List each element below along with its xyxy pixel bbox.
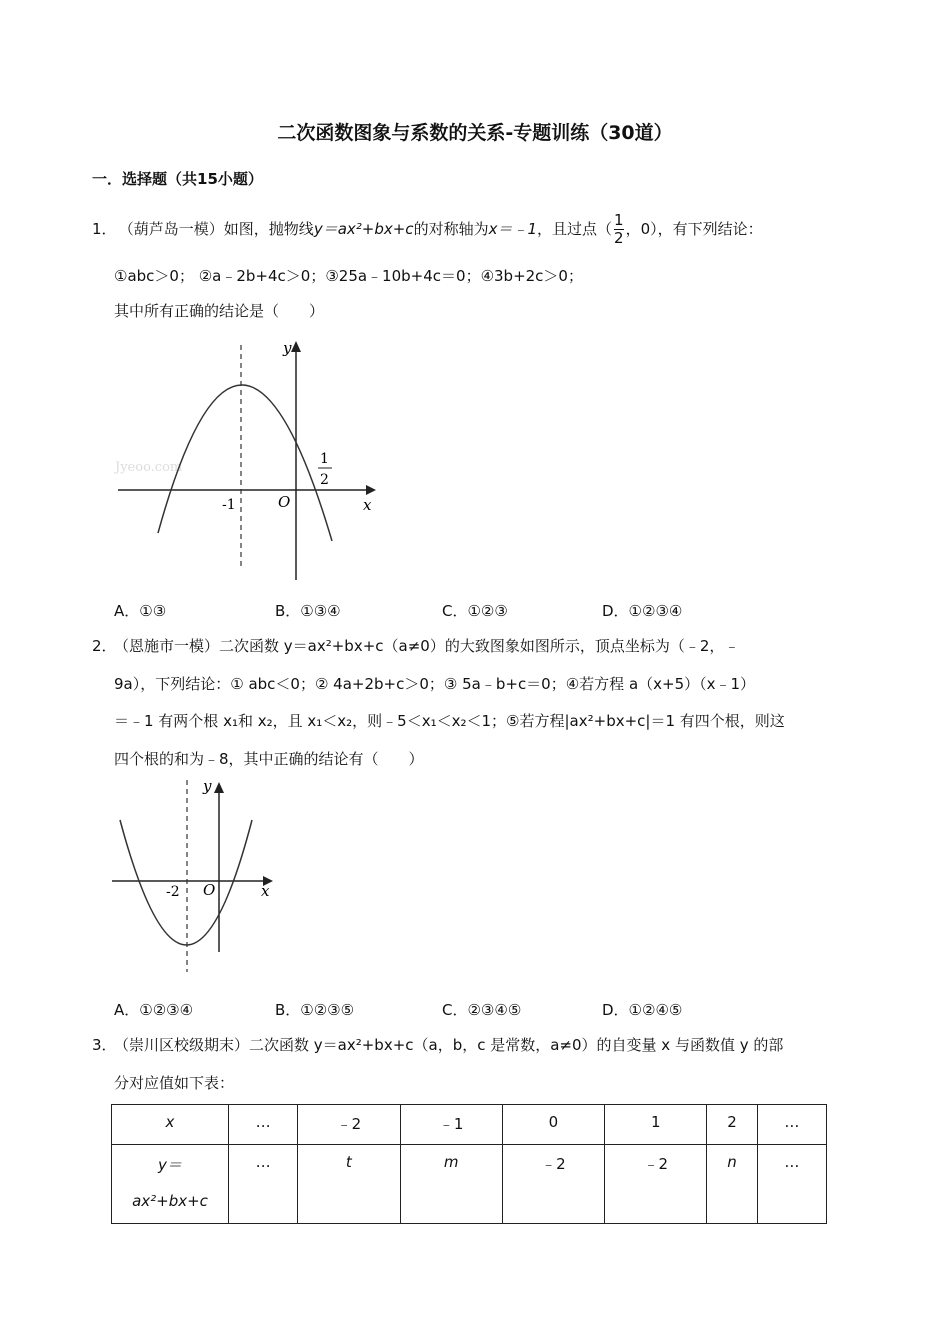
table-cell: n bbox=[707, 1145, 757, 1224]
option-b[interactable]: B．①②③⑤ bbox=[275, 1001, 355, 1019]
question-number: 2． bbox=[92, 637, 117, 655]
stem-text: 如图，抛物线 bbox=[223, 220, 314, 238]
question-source: （葫芦岛一模） bbox=[118, 220, 224, 238]
stem-text: （恩施市一模）二次函数 y＝ax²+bx+c（a≠0）的大致图象如图所示，顶点坐标为（﹣2，﹣ bbox=[114, 637, 740, 655]
option-d[interactable]: D．①②④⑤ bbox=[602, 1001, 683, 1019]
question-1-graph bbox=[110, 335, 390, 585]
stem-text: （崇川区校级期末）二次函数 y＝ax²+bx+c（a，b，c 是常数，a≠0）的自变量 x 与函数值 y 的部 bbox=[114, 1036, 784, 1054]
option-a[interactable]: A．①③ bbox=[114, 602, 167, 620]
question-1-conclusions: ①abc＞0； ②a﹣2b+4c＞0；③25a﹣10b+4c＝0；④3b+2c＞0； bbox=[114, 267, 583, 285]
table-cell: … bbox=[229, 1145, 298, 1224]
equation: y＝ax²+bx+c bbox=[313, 220, 414, 238]
parabola bbox=[158, 385, 332, 541]
table-cell: … bbox=[757, 1105, 826, 1145]
tick-label-half-den: 2 bbox=[320, 472, 329, 488]
y-label: y bbox=[283, 339, 292, 357]
table-cell: 1 bbox=[605, 1105, 707, 1145]
table-cell: ﹣2 bbox=[605, 1145, 707, 1224]
parabola bbox=[120, 820, 252, 945]
table-row bbox=[112, 1105, 827, 1145]
origin-label: O bbox=[278, 493, 291, 511]
table-cell: 2 bbox=[707, 1105, 757, 1145]
watermark: Jyeoo.com bbox=[115, 460, 183, 475]
x-label: x bbox=[363, 496, 372, 514]
option-d[interactable]: D．①②③④ bbox=[602, 602, 683, 620]
tick-label-neg1: -1 bbox=[222, 497, 236, 513]
x-label: x bbox=[261, 882, 270, 900]
stem-text: ，0），有下列结论： bbox=[625, 220, 763, 238]
question-2-stem bbox=[92, 636, 739, 656]
table-cell: t bbox=[298, 1145, 400, 1224]
table-cell: 0 bbox=[502, 1105, 604, 1145]
question-2-line-2: 9a），下列结论：① abc＜0；② 4a+2b+c＞0；③ 5a﹣b+c＝0；④若方程 a（x+5）（x﹣1） bbox=[114, 675, 756, 693]
x-axis-arrow bbox=[366, 485, 376, 495]
tick-label-neg2: -2 bbox=[166, 884, 180, 900]
page-title: 二次函数图象与系数的关系-专题训练（30道） bbox=[277, 122, 673, 144]
option-c[interactable]: C．①②③ bbox=[442, 602, 508, 620]
equation: x＝﹣1 bbox=[488, 220, 537, 238]
section-heading: 一．选择题（共15小题） bbox=[92, 170, 263, 188]
question-1-stem bbox=[92, 212, 763, 247]
table-cell: ﹣1 bbox=[400, 1105, 502, 1145]
tick-label-half-num: 1 bbox=[320, 451, 329, 467]
y-axis-arrow bbox=[291, 341, 301, 352]
question-2-graph bbox=[108, 774, 283, 976]
table-cell: y＝ ax²+bx+c bbox=[112, 1145, 229, 1224]
option-c[interactable]: C．②③④⑤ bbox=[442, 1001, 522, 1019]
question-2-line-4: 四个根的和为﹣8，其中正确的结论有（ ） bbox=[114, 750, 424, 768]
fraction: $\frac{1}{2}$ bbox=[614, 211, 624, 247]
value-table bbox=[111, 1104, 827, 1224]
question-number: 3． bbox=[92, 1036, 117, 1054]
question-number: 1． bbox=[92, 220, 117, 238]
stem-text: ，且过点（ bbox=[537, 220, 613, 238]
y-axis-arrow bbox=[214, 782, 224, 793]
table-cell: ﹣2 bbox=[298, 1105, 400, 1145]
table-cell: … bbox=[229, 1105, 298, 1145]
stem-text: 的对称轴为 bbox=[413, 220, 489, 238]
question-3-line-2: 分对应值如下表： bbox=[114, 1074, 235, 1092]
option-a[interactable]: A．①②③④ bbox=[114, 1001, 194, 1019]
origin-label: O bbox=[203, 881, 216, 899]
question-3-stem bbox=[92, 1035, 783, 1055]
table-cell: ﹣2 bbox=[502, 1145, 604, 1224]
question-1-ask: 其中所有正确的结论是（ ） bbox=[114, 302, 325, 320]
y-label: y bbox=[203, 777, 212, 795]
table-row bbox=[112, 1145, 827, 1224]
table-cell: m bbox=[400, 1145, 502, 1224]
question-2-line-3: ＝﹣1 有两个根 x₁和 x₂，且 x₁＜x₂，则﹣5＜x₁＜x₂＜1；⑤若方程|ax²+bx+c|＝1 有四个根，则这 bbox=[114, 712, 785, 730]
table-cell: x bbox=[112, 1105, 229, 1145]
table-cell: … bbox=[757, 1145, 826, 1224]
option-b[interactable]: B．①③④ bbox=[275, 602, 341, 620]
